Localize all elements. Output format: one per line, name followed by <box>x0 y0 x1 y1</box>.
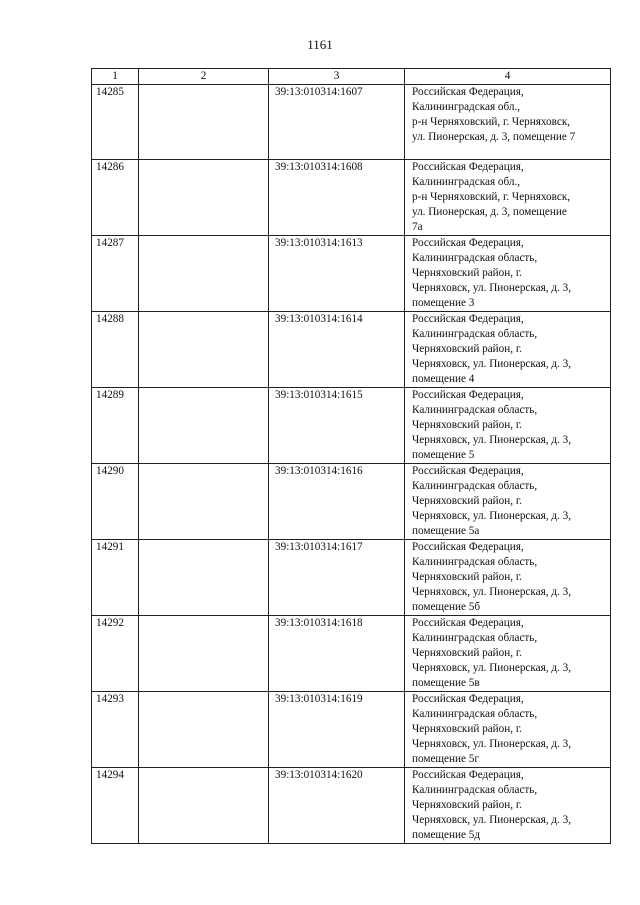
column-header-2: 2 <box>139 69 269 85</box>
column-header-1: 1 <box>92 69 139 85</box>
address-line: Черняховск, ул. Пионерская, д. 3, <box>412 510 572 522</box>
address-line: помещение 4 <box>412 373 475 385</box>
cadastral-number-cell: 39:13:010314:1614 <box>269 312 405 388</box>
address-line: помещение 5д <box>412 829 481 841</box>
address-line: Черняховский район, г. <box>412 647 522 659</box>
address-line: Российская Федерация, <box>412 86 524 98</box>
address-line: Российская Федерация, <box>412 161 524 173</box>
address-line: ул. Пионерская, д. 3, помещение <box>412 206 567 218</box>
column-2-cell <box>139 692 269 768</box>
column-2-cell <box>139 768 269 844</box>
address-line: Российская Федерация, <box>412 465 524 477</box>
column-2-cell <box>139 85 269 160</box>
table-row <box>92 312 611 388</box>
table-row <box>92 464 611 540</box>
address-line: Черняховск, ул. Пионерская, д. 3, <box>412 662 572 674</box>
record-number-cell: 14291 <box>92 540 139 616</box>
table-row <box>92 160 611 236</box>
column-header-3: 3 <box>269 69 405 85</box>
address-cell <box>405 692 611 768</box>
table-row <box>92 768 611 844</box>
column-2-cell <box>139 312 269 388</box>
address-line: Калининградская область, <box>412 252 538 264</box>
cadastral-number-cell: 39:13:010314:1618 <box>269 616 405 692</box>
address-line: помещение 5б <box>412 601 481 613</box>
address-line: Черняховск, ул. Пионерская, д. 3, <box>412 738 572 750</box>
address-line: Черняховск, ул. Пионерская, д. 3, <box>412 282 572 294</box>
address-line: 7а <box>412 221 423 233</box>
address-line: Российская Федерация, <box>412 693 524 705</box>
address-line: Российская Федерация, <box>412 313 524 325</box>
address-cell <box>405 236 611 312</box>
column-2-cell <box>139 160 269 236</box>
address-cell <box>405 312 611 388</box>
address-line: Российская Федерация, <box>412 769 524 781</box>
address-line: Российская Федерация, <box>412 389 524 401</box>
cadastral-number-cell: 39:13:010314:1619 <box>269 692 405 768</box>
cadastral-number-cell: 39:13:010314:1613 <box>269 236 405 312</box>
address-line: Черняховск, ул. Пионерская, д. 3, <box>412 814 572 826</box>
address-line: Российская Федерация, <box>412 237 524 249</box>
table-row <box>92 540 611 616</box>
cadastral-number-cell: 39:13:010314:1616 <box>269 464 405 540</box>
address-line: помещение 5в <box>412 677 480 689</box>
column-header-4: 4 <box>405 69 611 85</box>
page-number: 1161 <box>307 37 333 52</box>
record-number-cell: 14294 <box>92 768 139 844</box>
address-line: Черняховский район, г. <box>412 343 522 355</box>
record-number-cell: 14289 <box>92 388 139 464</box>
address-line: Калининградская область, <box>412 708 538 720</box>
record-number-cell: 14290 <box>92 464 139 540</box>
table-row <box>92 85 611 160</box>
address-line: Калининградская область, <box>412 784 538 796</box>
address-line: Черняховский район, г. <box>412 267 522 279</box>
column-2-cell <box>139 236 269 312</box>
cadastral-number-cell: 39:13:010314:1617 <box>269 540 405 616</box>
cadastral-number-cell: 39:13:010314:1615 <box>269 388 405 464</box>
record-number-cell: 14288 <box>92 312 139 388</box>
address-line: Черняховск, ул. Пионерская, д. 3, <box>412 358 572 370</box>
address-cell <box>405 768 611 844</box>
address-line: Российская Федерация, <box>412 541 524 553</box>
address-line: р-н Черняховский, г. Черняховск, <box>412 116 571 128</box>
address-line: Черняховский район, г. <box>412 419 522 431</box>
header-row <box>92 69 611 85</box>
address-line: Калининградская область, <box>412 404 538 416</box>
column-2-cell <box>139 616 269 692</box>
record-number-cell: 14292 <box>92 616 139 692</box>
table-header <box>92 69 611 85</box>
address-cell <box>405 616 611 692</box>
record-number-cell: 14286 <box>92 160 139 236</box>
address-line: помещение 5 <box>412 449 475 461</box>
address-line: Калининградская область, <box>412 480 538 492</box>
address-line: Российская Федерация, <box>412 617 524 629</box>
address-cell <box>405 85 611 160</box>
table-body <box>92 85 611 844</box>
address-line: Черняховский район, г. <box>412 571 522 583</box>
address-line: помещение 5г <box>412 753 479 765</box>
address-line: Калининградская область, <box>412 556 538 568</box>
table-row <box>92 388 611 464</box>
address-cell <box>405 464 611 540</box>
address-cell <box>405 540 611 616</box>
record-number-cell: 14287 <box>92 236 139 312</box>
address-cell <box>405 388 611 464</box>
address-line: Калининградская обл., <box>412 101 521 113</box>
address-line: помещение 3 <box>412 297 475 309</box>
address-line: р-н Черняховский, г. Черняховск, <box>412 191 571 203</box>
address-line: Калининградская обл., <box>412 176 521 188</box>
column-2-cell <box>139 464 269 540</box>
address-line: Калининградская область, <box>412 632 538 644</box>
table-row <box>92 692 611 768</box>
cadastral-number-cell: 39:13:010314:1607 <box>269 85 405 160</box>
record-number-cell: 14293 <box>92 692 139 768</box>
address-line: Черняховский район, г. <box>412 799 522 811</box>
table-row <box>92 236 611 312</box>
address-line: Черняховск, ул. Пионерская, д. 3, <box>412 434 572 446</box>
address-cell <box>405 160 611 236</box>
address-line: Калининградская область, <box>412 328 538 340</box>
address-line: ул. Пионерская, д. 3, помещение 7 <box>412 131 576 143</box>
record-number-cell: 14285 <box>92 85 139 160</box>
address-line: Черняховский район, г. <box>412 723 522 735</box>
cadastral-number-cell: 39:13:010314:1608 <box>269 160 405 236</box>
registry-table <box>91 68 611 844</box>
address-line: Черняховский район, г. <box>412 495 522 507</box>
cadastral-number-cell: 39:13:010314:1620 <box>269 768 405 844</box>
address-line: помещение 5а <box>412 525 480 537</box>
table-row <box>92 616 611 692</box>
address-line: Черняховск, ул. Пионерская, д. 3, <box>412 586 572 598</box>
column-2-cell <box>139 540 269 616</box>
column-2-cell <box>139 388 269 464</box>
